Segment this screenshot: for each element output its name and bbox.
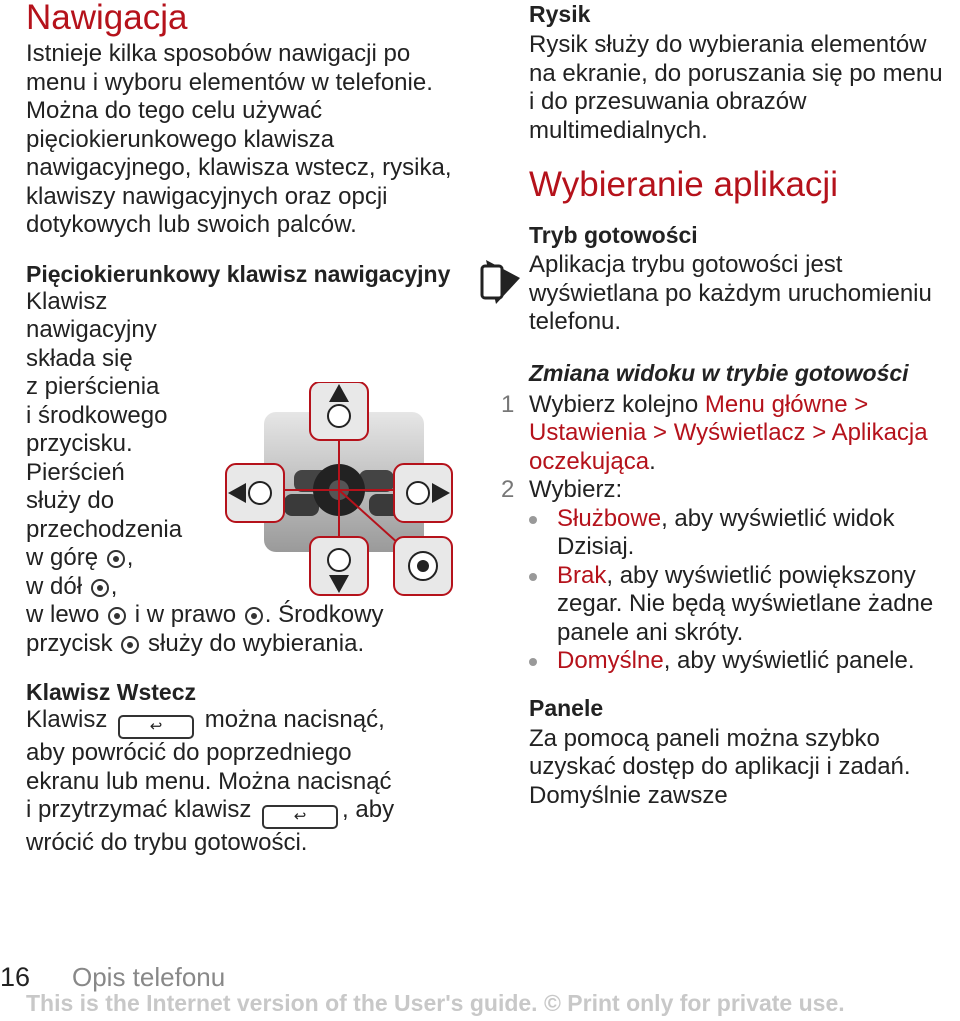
nav-key-line: przycisku. bbox=[26, 430, 133, 457]
nav-down-line bbox=[26, 573, 226, 602]
back-key-line-4 bbox=[26, 796, 466, 829]
option-name-link[interactable]: Brak bbox=[557, 561, 607, 589]
nav-right-text: i w prawo bbox=[134, 601, 237, 628]
stylus-text: Rysik służy do wybierania elementów na ekranie, do poruszania się po menu i do przesuwania obrazów multimedialnych. bbox=[529, 31, 943, 144]
back-key-line-1 bbox=[26, 706, 466, 739]
option-business bbox=[529, 505, 954, 562]
footer-section-label: Opis telefonu bbox=[72, 962, 226, 992]
back-text: , aby bbox=[342, 796, 395, 823]
nav-leftright-line bbox=[26, 601, 466, 630]
back-key-line-3: ekranu lub menu. Można nacisnąć bbox=[26, 767, 392, 795]
nav-key-line: z pierścienia bbox=[26, 373, 160, 400]
stylus-heading: Rysik bbox=[529, 1, 591, 27]
nav-key-line: Pierścień bbox=[26, 458, 125, 486]
back-key-line-2: aby powrócić do poprzedniego bbox=[26, 739, 352, 766]
down-key-callout bbox=[310, 537, 368, 595]
standby-heading: Tryb gotowości bbox=[529, 222, 698, 248]
nav-key-description bbox=[26, 288, 226, 602]
back-key-heading: Klawisz Wstecz bbox=[26, 679, 196, 705]
bullet-icon bbox=[529, 573, 537, 581]
step-text: Wybierz: bbox=[529, 476, 623, 503]
nav-center-line bbox=[26, 630, 466, 659]
back-text: można nacisnąć, bbox=[204, 706, 385, 733]
change-view-heading: Zmiana widoku w trybie gotowości bbox=[529, 359, 909, 386]
nav-right-icon bbox=[245, 607, 263, 625]
touch-tip-icon bbox=[478, 258, 522, 306]
section-title-navigation: Nawigacja bbox=[26, 0, 188, 37]
nav-center-suffix: . Środkowy bbox=[264, 601, 384, 628]
panels-heading: Panele bbox=[529, 694, 604, 721]
nav-key-line: przechodzenia bbox=[26, 515, 183, 543]
standby-text: Aplikacja trybu gotowości jest wyświetlana po każdym uruchomieniu telefonu. bbox=[529, 251, 932, 335]
navigation-intro: Istnieje kilka sposobów nawigacji po menu i wyboru elementów w telefonie. Można do tego celu używać pięciokierunkowego klawisza nawigacyjnego, klawisza wstecz, rysika, klawiszy nawigacyjnych oraz opcji dotykowych lub swoich palców. bbox=[26, 40, 452, 238]
nav-center-icon bbox=[121, 636, 139, 654]
back-text: Klawisz bbox=[26, 706, 108, 733]
step-2 bbox=[501, 476, 954, 505]
nav-up-line bbox=[26, 544, 226, 573]
back-key-line-5: wrócić do trybu gotowości. bbox=[26, 829, 308, 856]
step-end: . bbox=[649, 447, 656, 475]
back-key-icon: ↩ bbox=[118, 715, 194, 739]
step-1 bbox=[501, 390, 954, 477]
nav-up-text: w górę bbox=[26, 544, 99, 571]
left-key-callout bbox=[226, 464, 284, 522]
comma: , bbox=[126, 544, 134, 571]
navigation-keypad-illustration bbox=[224, 382, 454, 597]
panels-text: Za pomocą paneli można szybko uzyskać dostęp do aplikacji i zadań. Domyślnie zawsze bbox=[529, 724, 911, 809]
nav-key-line: służy do bbox=[26, 487, 115, 514]
page-number: 16 bbox=[0, 962, 31, 992]
bullet-icon bbox=[529, 658, 537, 666]
nav-center-end: służy do wybierania. bbox=[148, 629, 365, 657]
back-text: i przytrzymać klawisz bbox=[26, 796, 252, 823]
right-column bbox=[501, 0, 954, 810]
nav-down-text: w dół bbox=[26, 572, 83, 600]
option-desc: , aby wyświetlić powiększony zegar. Nie będą wyświetlane żadne panele ani skróty. bbox=[557, 561, 934, 646]
nav-center-text: przycisk bbox=[26, 629, 113, 657]
comma: , bbox=[110, 572, 118, 600]
bullet-icon bbox=[529, 516, 537, 524]
up-key-callout bbox=[310, 382, 368, 440]
section-title-apps: Wybieranie aplikacji bbox=[529, 165, 838, 204]
option-desc: , aby wyświetlić panele. bbox=[663, 647, 915, 674]
step-text: Wybierz kolejno bbox=[529, 390, 705, 418]
nav-left-text: w lewo bbox=[26, 601, 100, 628]
back-key bbox=[284, 494, 319, 516]
menu-path-link[interactable]: Menu główne > Ustawienia > Wyświetlacz > Aplikacja oczekująca bbox=[529, 390, 928, 475]
option-name-link[interactable]: Domyślne bbox=[557, 647, 664, 674]
nav-key-line: Klawisz bbox=[26, 287, 108, 315]
center-key-callout bbox=[394, 537, 452, 595]
step-number: 2 bbox=[501, 476, 515, 503]
option-none bbox=[529, 562, 954, 648]
step-number: 1 bbox=[501, 390, 515, 418]
nav-up-icon bbox=[107, 550, 125, 568]
option-desc: , aby wyświetlić widok Dzisiaj. bbox=[557, 504, 895, 560]
nav-left-icon bbox=[108, 607, 126, 625]
option-default bbox=[529, 647, 954, 676]
footer-disclaimer: This is the Internet version of the User's guide. © Print only for private use. bbox=[26, 990, 845, 1016]
right-key-callout bbox=[394, 464, 452, 522]
back-key-icon: ↩ bbox=[262, 805, 338, 829]
nav-down-icon bbox=[91, 579, 109, 597]
nav-key-line: nawigacyjny bbox=[26, 316, 157, 343]
nav-key-line: i środkowego bbox=[26, 401, 168, 429]
nav-key-line: składa się bbox=[26, 344, 133, 372]
nav-key-heading: Pięciokierunkowy klawisz nawigacyjny bbox=[26, 260, 451, 287]
option-name-link[interactable]: Służbowe bbox=[557, 504, 662, 532]
